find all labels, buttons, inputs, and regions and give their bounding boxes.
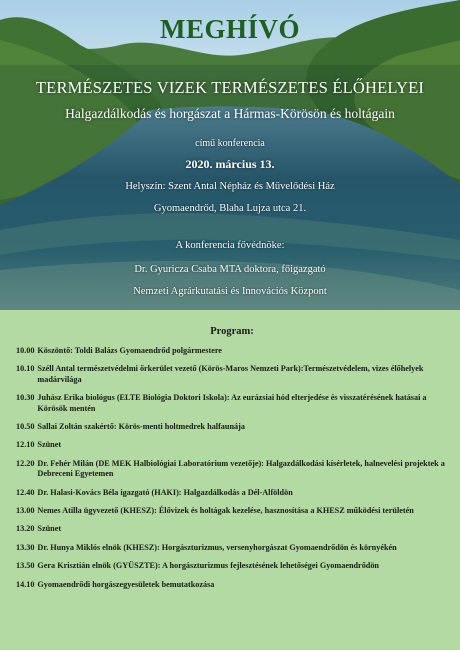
venue: Helyszín: Szent Antal Népház és Művelődési Ház <box>125 181 335 192</box>
program-item-time: 10.30 <box>16 393 35 403</box>
patron-organization: Nemzeti Agrárkutatási és Innovációs Központ <box>133 286 327 297</box>
patron-label: A konferencia fővédnöke: <box>175 240 285 251</box>
program-item-time: 14.10 <box>16 579 35 589</box>
venue-address: Gyomaendrőd, Blaha Lujza utca 21. <box>153 203 307 214</box>
program-item-time: 13.20 <box>16 524 35 534</box>
program-item-text: Dr. Hunya Miklós elnök (KHESZ): Horgászturizmus, versenyhorgászat Gyomaendrődön és környékén <box>37 542 397 552</box>
program-item-time: 10.00 <box>16 346 35 355</box>
program-item-text: Gyomaendrődi horgászegyesületek bemutatkozása <box>37 579 215 589</box>
program-list <box>16 346 448 590</box>
program-item-text: Szünet <box>37 524 62 534</box>
program-item <box>16 364 448 385</box>
program-item-text: Dr. Halasi-Kovács Béla igazgató (HAKI): Halgazdálkodás a Dél-Alföldön <box>37 487 293 497</box>
conference-label: című konferencia <box>195 138 265 149</box>
conference-date: 2020. március 13. <box>185 157 275 171</box>
program-item-text: Dr. Fehér Milán (DE MEK Halbiológiai Laboratórium vezetője): Halgazdálkodási kísérletek, halnevelési projektek a Debreceni Egyetemen <box>37 458 445 479</box>
program-section <box>0 310 460 650</box>
program-item <box>16 524 448 534</box>
program-item <box>16 543 448 553</box>
program-item-time: 10.50 <box>16 422 35 432</box>
program-item <box>16 488 448 498</box>
program-item-text: Sallai Zoltán szakértő: Körös-menti holtmedrek halfaunája <box>37 422 245 432</box>
program-item-text: Széll Antal természetvédelmi őrkerület vezető (Körös-Maros Nemzeti Park):Természetvédelem, vizes élőhelyek madárvilága <box>37 364 424 384</box>
program-item-text: Juhász Erika biológus (ELTE Biológia Doktori Iskola): Az eurázsiai hód elterjedése és visszatérésének hatásai a Körösök mentén <box>37 393 427 413</box>
program-item-time: 13.30 <box>16 542 35 552</box>
header-banner <box>0 0 460 310</box>
invitation-title: MEGHÍVÓ <box>159 14 300 44</box>
program-item <box>16 422 448 432</box>
program-item-text: Nemes Atilla ügyvezető (KHESZ): Élővizek és holtágak kezelése, hasznosítása a KHESZ működési területén <box>37 506 414 516</box>
program-item-time: 13.50 <box>16 561 35 571</box>
program-item <box>16 506 448 516</box>
program-item <box>16 393 448 414</box>
patron-name: Dr. Gyuricza Csaba MTA doktora, főigazgató <box>134 264 326 275</box>
program-item-time: 12.10 <box>16 440 35 450</box>
program-item-time: 12.40 <box>16 487 35 497</box>
program-item <box>16 459 448 480</box>
program-item <box>16 561 448 571</box>
program-item-time: 13.00 <box>16 506 35 516</box>
conference-title: TERMÉSZETES VIZEK TERMÉSZETES ÉLŐHELYEI <box>35 78 425 97</box>
program-item-text: Szünet <box>37 440 62 450</box>
program-item <box>16 580 448 590</box>
program-item-text: Köszöntő: Toldi Balázs Gyomaendrőd polgármestere <box>37 346 222 355</box>
conference-subtitle: Halgazdálkodás és horgászat a Hármas-Körösön és holtágain <box>65 106 395 121</box>
program-item-text: Gera Krisztián elnök (GYÜSZTE): A horgászturizmus fejlesztésének lehetőségei Gyomaendrődön <box>37 561 379 571</box>
program-item-time: 10.10 <box>16 364 35 374</box>
program-item <box>16 346 448 356</box>
program-item-time: 12.20 <box>16 458 35 468</box>
program-item <box>16 440 448 450</box>
program-title: Program: <box>210 326 254 337</box>
